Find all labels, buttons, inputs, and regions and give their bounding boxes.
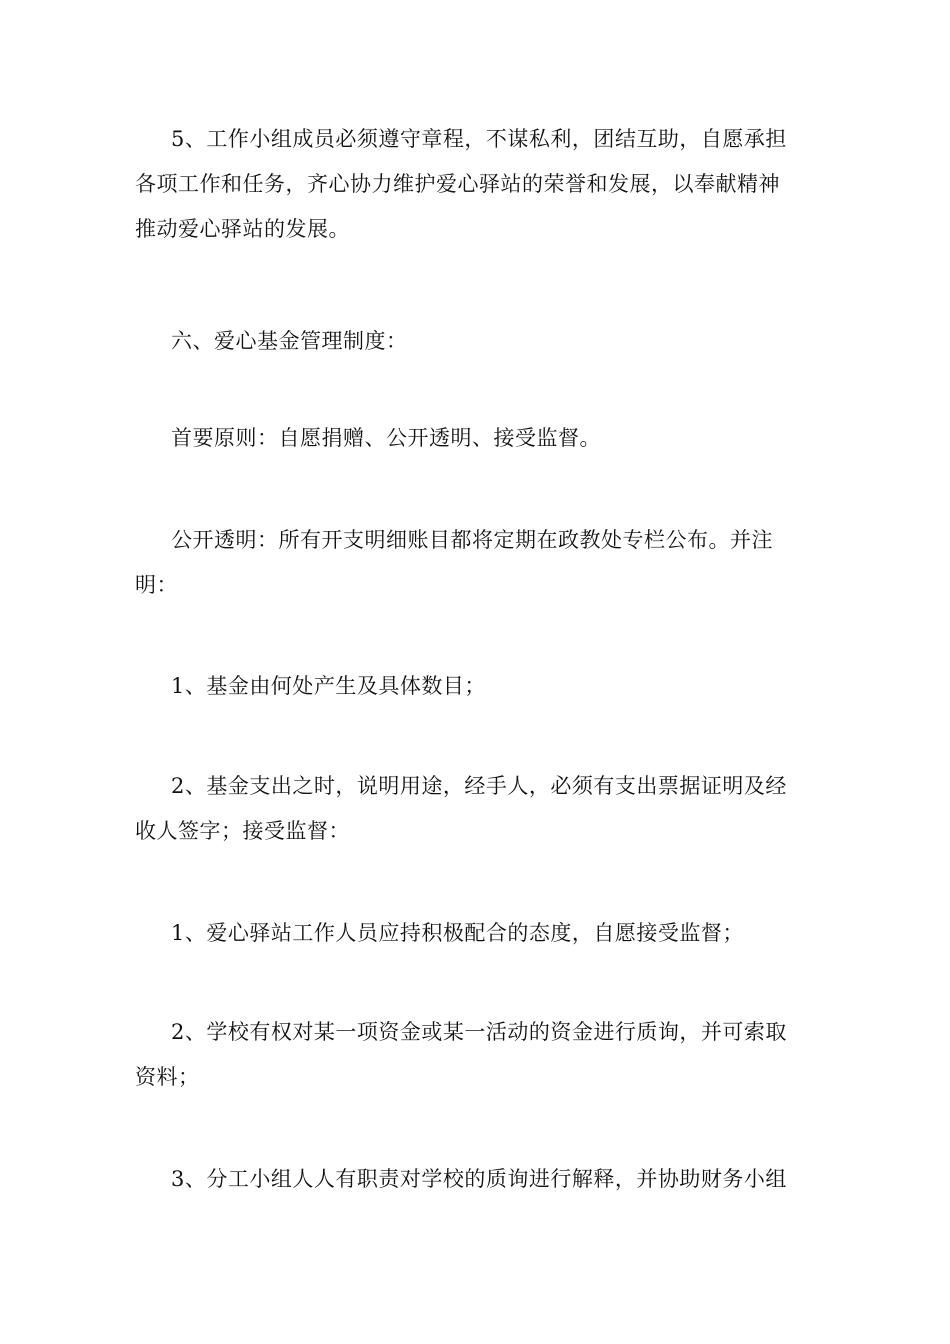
text-line: 推动爱心驿站的发展。	[135, 217, 350, 241]
text-line: 明：	[135, 573, 178, 597]
text-line: 首要原则：自愿捐赠、公开透明、接受监督。	[171, 426, 601, 450]
paragraph-transparency	[135, 518, 815, 608]
text-line: 3、分工小组人人有职责对学校的质询进行解释，并协助财务小组	[171, 1167, 787, 1191]
list-item-staff-cooperation	[135, 911, 815, 956]
text-line: 收人签字；接受监督：	[135, 819, 350, 843]
text-line: 各项工作和任务，齐心协力维护爱心驿站的荣誉和发展，以奉献精神	[135, 172, 780, 196]
list-item-fund-source	[135, 664, 815, 709]
list-item-school-inquiry	[135, 1010, 815, 1100]
text-line: 5、工作小组成员必须遵守章程，不谋私利，团结互助，自愿承担	[171, 127, 787, 151]
text-line: 1、基金由何处产生及具体数目；	[171, 674, 486, 698]
text-line: 2、基金支出之时，说明用途，经手人，必须有支出票据证明及经	[171, 774, 787, 798]
text-line: 2、学校有权对某一项资金或某一活动的资金进行质询，并可索取	[171, 1020, 787, 1044]
list-item-team-responsibility	[135, 1157, 815, 1202]
paragraph-primary-principle	[135, 416, 815, 461]
text-line: 六、爱心基金管理制度：	[171, 329, 408, 353]
section-heading-fund-management	[135, 319, 815, 364]
paragraph-member-rules	[135, 117, 815, 252]
text-line: 资料；	[135, 1065, 200, 1089]
list-item-fund-expenditure	[135, 764, 815, 854]
text-line: 1、爱心驿站工作人员应持积极配合的态度，自愿接受监督；	[171, 921, 744, 945]
text-line: 公开透明：所有开支明细账目都将定期在政教处专栏公布。并注	[171, 528, 773, 552]
